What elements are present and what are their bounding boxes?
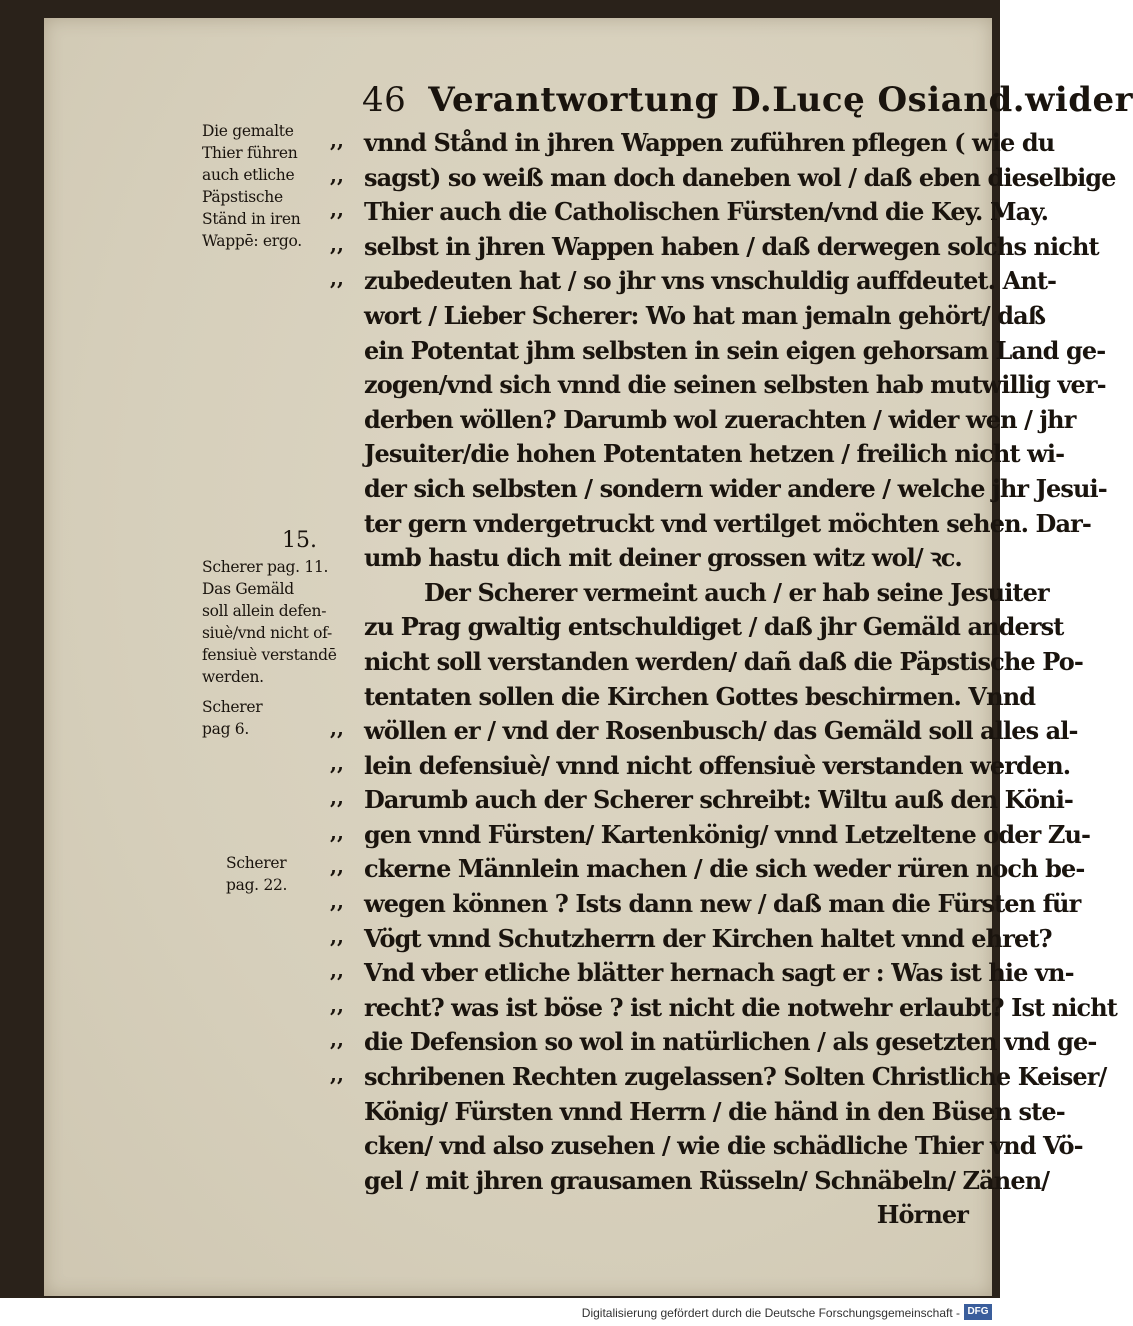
text-line: selbst in jhren Wappen haben / daß derwegen solchs nicht [364,231,1099,261]
margin-note-line: auch etliche [202,166,295,184]
text-line: cken/ vnd also zusehen / wie die schädliche Thier vnd Vö- [364,1131,1083,1161]
margin-note-line: siuè/vnd nicht of- [202,624,332,642]
quotation-marks-column [330,126,362,1226]
margin-note-line: werden. [202,668,264,686]
quote-mark: ,, [330,1062,344,1086]
section-number: 15. [282,528,317,553]
text-line: schribenen Rechten zugelassen? Solten Christliche Keiser/ [364,1062,1107,1092]
quote-mark: ,, [330,889,344,913]
quote-mark: ,, [330,924,344,948]
margin-note-line: fensiuè verstandē [202,646,337,664]
margin-note-line: Das Gemäld [202,580,294,598]
text-line: Thier auch die Catholischen Fürsten/vnd die Key. May. [364,197,1049,227]
page-number: 46 [362,80,407,120]
text-line: recht? was ist böse ? ist nicht die notwehr erlaubt? Ist nicht [364,992,1117,1022]
text-line: wegen können ? Ists dann new / daß man die Fürsten für [364,889,1081,919]
funding-credit: Digitalisierung gefördert durch die Deutsche Forschungsgemeinschaft - [581,1306,960,1320]
text-line: gel / mit jhren grausamen Rüsseln/ Schnäbeln/ Zänen/ [364,1165,1050,1195]
margin-note-line: pag. 22. [226,876,288,894]
quote-mark: ,, [330,854,344,878]
text-line: umb hastu dich mit deiner grossen witz wol/ ꝛc. [364,543,962,573]
text-line: Der Scherer vermeint auch / er hab seine Jesuiter [424,577,1049,607]
text-line: tentaten sollen die Kirchen Gottes beschirmen. Vnnd [364,681,1036,711]
quote-mark: ,, [330,751,344,775]
margin-note-line: Scherer pag. 11. [202,558,329,576]
text-line: Vögt vnnd Schutzherrn der Kirchen haltet vnnd ehret? [364,923,1052,953]
catchword: Hörner [876,1200,968,1230]
text-line: wort / Lieber Scherer: Wo hat man jemaln gehört/ daß [364,300,1046,330]
margin-note-line: Scherer [202,698,263,716]
margin-note-line: Wappē: ergo. [202,232,302,250]
quote-mark: ,, [330,716,344,740]
quote-mark: ,, [330,1027,344,1051]
quote-mark: ,, [330,958,344,982]
text-line: lein defensiuè/ vnnd nicht offensiuè verstanden werden. [364,750,1071,780]
margin-note-line: pag 6. [202,720,250,738]
text-line: zubedeuten hat / so jhr vns vnschuldig auffdeutet. Ant- [364,266,1057,296]
margin-note-wappen [202,120,302,252]
text-line: ter gern vndergetruckt vnd vertilget möchten sehen. Dar- [364,508,1091,538]
text-line: Jesuiter/die hohen Potentaten hetzen / freilich nicht wi- [364,439,1065,469]
text-line: Vnd vber etliche blätter hernach sagt er : Was ist hie vn- [364,958,1074,988]
text-line: vnnd Stånd in jhren Wappen zuführen pflegen ( wie du [364,128,1055,157]
margin-note-scherer-6 [202,696,262,740]
quote-mark: ,, [330,163,344,187]
text-line: zu Prag gwaltig entschuldiget / daß jhr Gemäld anderst [364,612,1064,642]
quote-mark: ,, [330,266,344,290]
footer-bar [0,1298,1000,1326]
text-line: nicht soll verstanden werden/ dañ daß die Päpstische Po- [364,646,1083,676]
page-header [362,80,1133,124]
text-line: derben wöllen? Darumb wol zuerachten / wider wen / jhr [364,404,1076,434]
margin-note-line: Die gemalte [202,122,294,140]
text-line: die Defension so wol in natürlichen / als gesetzten vnd ge- [364,1027,1097,1057]
text-line: König/ Fürsten vnnd Herrn / die händ in den Büsen ste- [364,1096,1065,1126]
margin-note-line: soll allein defen- [202,602,327,620]
text-line: ein Potentat jhm selbsten in sein eigen gehorsam Land ge- [364,335,1106,365]
dfg-logo-icon: DFG [964,1304,992,1320]
quote-mark: ,, [330,993,344,1017]
quote-mark: ,, [330,128,344,152]
margin-note-gemaeld [202,556,337,688]
running-title: Verantwortung D.Lucę Osiand.wider [428,80,1133,120]
text-line: der sich selbsten / sondern wider andere / welche jhr Jesui- [364,473,1107,503]
margin-note-line: Scherer [226,854,287,872]
margin-note-line: Thier führen [202,144,298,162]
quote-mark: ,, [330,232,344,256]
text-line: ckerne Männlein machen / die sich weder rüren noch be- [364,854,1085,884]
body-text [364,126,1117,1233]
margin-note-line: Päpstische [202,188,283,206]
margin-note-scherer-22 [226,852,287,896]
quote-mark: ,, [330,820,344,844]
text-line: gen vnnd Fürsten/ Kartenkönig/ vnnd Letzeltene oder Zu- [364,819,1091,849]
text-line: zogen/vnd sich vnnd die seinen selbsten hab mutwillig ver- [364,370,1106,400]
quote-mark: ,, [330,785,344,809]
quote-mark: ,, [330,197,344,221]
margin-note-line: Ständ in iren [202,210,301,228]
text-line: wöllen er / vnd der Rosenbusch/ das Gemäld soll alles al- [364,716,1078,746]
text-line: Darumb auch der Scherer schreibt: Wiltu auß den Köni- [364,785,1073,815]
text-line: sagst) so weiß man doch daneben wol / daß eben dieselbige [364,162,1116,192]
